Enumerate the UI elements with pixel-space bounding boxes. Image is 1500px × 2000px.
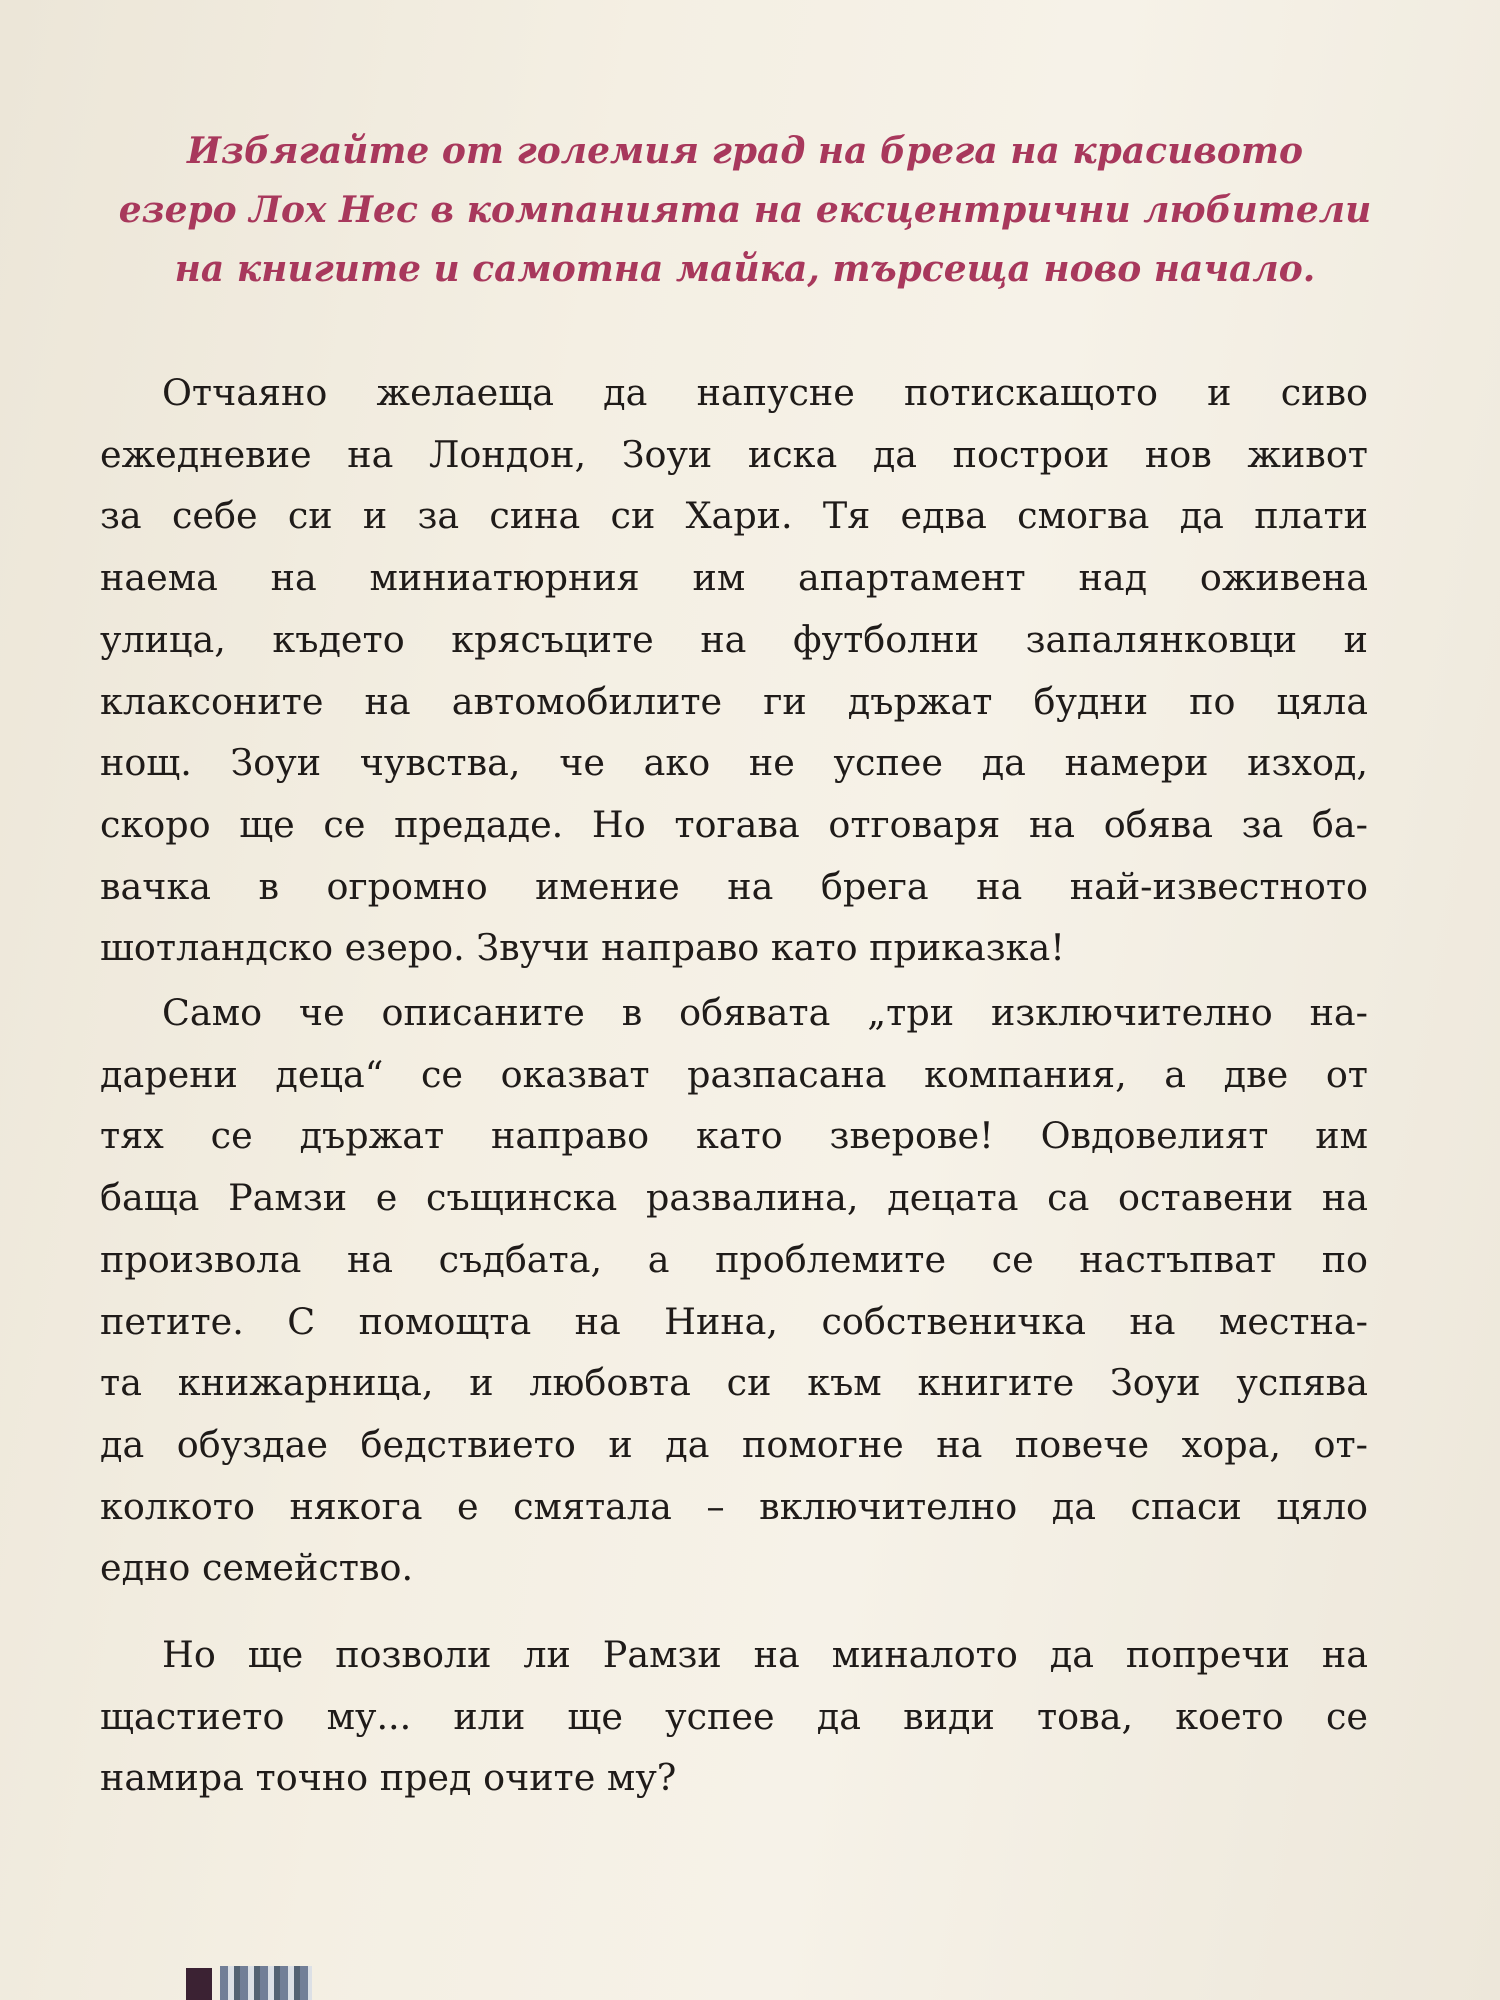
text-line: петите. С помощта на Нина, собственичка на местна- bbox=[100, 1299, 1368, 1343]
tagline-line: Избягайте от големия град на брега на красивото bbox=[186, 130, 1304, 172]
text-line: произвола на съдбата, а проблемите се настъпват по bbox=[100, 1237, 1368, 1281]
text-line: та книжарница, и любовта си към книгите Зоуи успява bbox=[100, 1361, 1368, 1405]
text-line: намира точно пред очите му? bbox=[100, 1756, 677, 1800]
text-line: шотландско езеро. Звучи направо като приказка! bbox=[100, 926, 1065, 970]
text-line: за себе си и за сина си Хари. Тя едва смогва да плати bbox=[100, 494, 1368, 538]
text-line: вачка в огромно имение на брега на най-известното bbox=[100, 864, 1368, 908]
text-line: нощ. Зоуи чувства, че ако не успее да намери изход, bbox=[100, 741, 1368, 785]
blurb-paragraph-3 bbox=[100, 1624, 1368, 1809]
text-line: клаксоните на автомобилите ги държат будни по цяла bbox=[100, 679, 1368, 723]
text-line: Но ще позволи ли Рамзи на миналото да попречи на bbox=[162, 1633, 1368, 1676]
text-line: баща Рамзи е същинска развалина, децата са оставени на bbox=[100, 1176, 1368, 1220]
blurb-paragraph-2 bbox=[100, 982, 1368, 1599]
barcode-fragment bbox=[186, 1968, 212, 2000]
text-line: щастието му... или ще успее да види това, което се bbox=[100, 1694, 1368, 1738]
text-line: едно семейство. bbox=[100, 1546, 414, 1590]
text-line: скоро ще се предаде. Но тогава отговаря на обява за ба- bbox=[100, 802, 1368, 846]
barcode-fragment bbox=[220, 1966, 312, 2000]
tagline-line: езеро Лох Нес в компанията на ексцентрични любители bbox=[118, 189, 1372, 231]
text-line: дарени деца“ се оказват разпасана компания, а две от bbox=[100, 1052, 1368, 1096]
tagline bbox=[110, 122, 1380, 299]
text-line: тях се държат направо като зверове! Овдовелият им bbox=[100, 1114, 1368, 1158]
blurb-paragraph-1 bbox=[100, 362, 1368, 979]
text-line: колкото някога е смятала – включително да спаси цяло bbox=[100, 1484, 1368, 1528]
text-line: ежедневие на Лондон, Зоуи иска да построи нов живот bbox=[100, 432, 1368, 476]
text-line: да обуздае бедствието и да помогне на повече хора, от- bbox=[100, 1422, 1368, 1466]
blurb-body bbox=[100, 362, 1368, 1800]
tagline-line: на книгите и самотна майка, търсеща ново начало. bbox=[174, 248, 1316, 290]
text-line: Отчаяно желаеща да напусне потискащото и сиво bbox=[162, 371, 1368, 414]
text-line: улица, където крясъците на футболни запалянковци и bbox=[100, 617, 1368, 661]
text-line: наема на миниатюрния им апартамент над оживена bbox=[100, 556, 1368, 600]
text-line: Само че описаните в обявата „три изключително на- bbox=[162, 991, 1368, 1034]
